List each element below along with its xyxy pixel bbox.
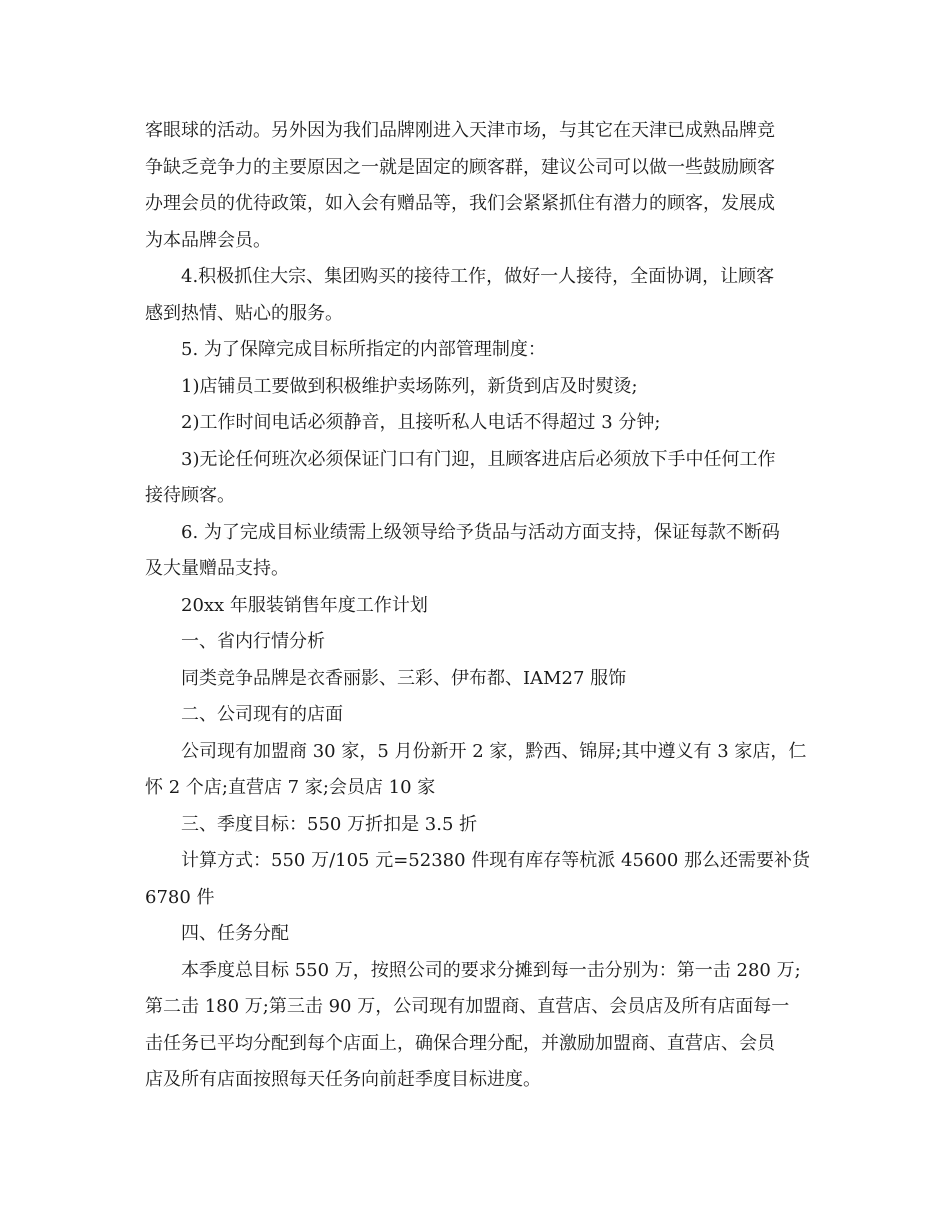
text-line: 5. 为了保障完成目标所指定的内部管理制度： — [181, 339, 546, 360]
paragraph — [145, 113, 810, 259]
paragraph — [145, 442, 810, 515]
text-line: 店及所有店面按照每天任务向前赶季度目标进度。 — [145, 1069, 541, 1090]
text-line: 感到热情、贴心的服务。 — [145, 302, 343, 324]
text-line: 6. 为了完成目标业绩需上级领导给予货品与活动方面支持，保证每款不断码 — [181, 521, 780, 543]
paragraph — [145, 661, 810, 698]
text-line: 接待顾客。 — [145, 485, 235, 506]
paragraph — [145, 916, 810, 953]
paragraph — [145, 697, 810, 734]
text-line: 同类竞争品牌是衣香丽影、三彩、伊布都、IAM27 服饰 — [181, 667, 627, 689]
document-body — [145, 113, 810, 1099]
paragraph — [145, 588, 810, 625]
text-line: 为本品牌会员。 — [145, 229, 271, 251]
text-line: 四、任务分配 — [181, 923, 289, 944]
text-line: 客眼球的活动。另外因为我们品牌刚进入天津市场，与其它在天津已成熟品牌竞 — [145, 120, 775, 141]
paragraph — [145, 807, 810, 844]
text-line: 3)无论任何班次必须保证门口有门迎，且顾客进店后必须放下手中任何工作 — [181, 448, 776, 470]
text-line: 6780 件 — [145, 886, 215, 908]
paragraph — [145, 369, 810, 406]
text-line: 击任务已平均分配到每个店面上，确保合理分配，并激励加盟商、直营店、会员 — [145, 1032, 775, 1054]
text-line: 一、省内行情分析 — [181, 631, 325, 652]
paragraph — [145, 405, 810, 442]
text-line: 怀 2 个店;直营店 7 家;会员店 10 家 — [145, 777, 436, 798]
paragraph — [145, 843, 810, 916]
text-line: 第二击 180 万;第三击 90 万，公司现有加盟商、直营店、会员店及所有店面每一 — [145, 996, 790, 1017]
paragraph — [145, 332, 810, 369]
text-line: 20xx 年服装销售年度工作计划 — [181, 594, 428, 616]
text-line: 二、公司现有的店面 — [181, 704, 343, 725]
paragraph — [145, 259, 810, 332]
paragraph — [145, 734, 810, 807]
text-line: 公司现有加盟商 30 家，5 月份新开 2 家，黔西、锦屏;其中遵义有 3 家店，仁 — [181, 740, 807, 762]
text-line: 本季度总目标 550 万，按照公司的要求分摊到每一击分别为：第一击 280 万; — [181, 959, 801, 981]
text-line: 争缺乏竞争力的主要原因之一就是固定的顾客群，建议公司可以做一些鼓励顾客 — [145, 156, 775, 178]
text-line: 三、季度目标：550 万折扣是 3.5 折 — [181, 813, 478, 835]
text-line: 4.积极抓住大宗、集团购买的接待工作，做好一人接待，全面协调，让顾客 — [181, 266, 775, 287]
text-line: 计算方式：550 万/105 元=52380 件现有库存等杭派 45600 那么还需要补货 — [181, 850, 810, 871]
paragraph — [145, 515, 810, 588]
paragraph — [145, 624, 810, 661]
text-line: 1)店铺员工要做到积极维护卖场陈列，新货到店及时熨烫; — [181, 375, 638, 397]
text-line: 办理会员的优待政策，如入会有赠品等，我们会紧紧抓住有潜力的顾客，发展成 — [145, 193, 775, 214]
paragraph — [145, 953, 810, 1099]
text-line: 2)工作时间电话必须静音，且接听私人电话不得超过 3 分钟; — [181, 412, 661, 433]
text-line: 及大量赠品支持。 — [145, 558, 289, 579]
